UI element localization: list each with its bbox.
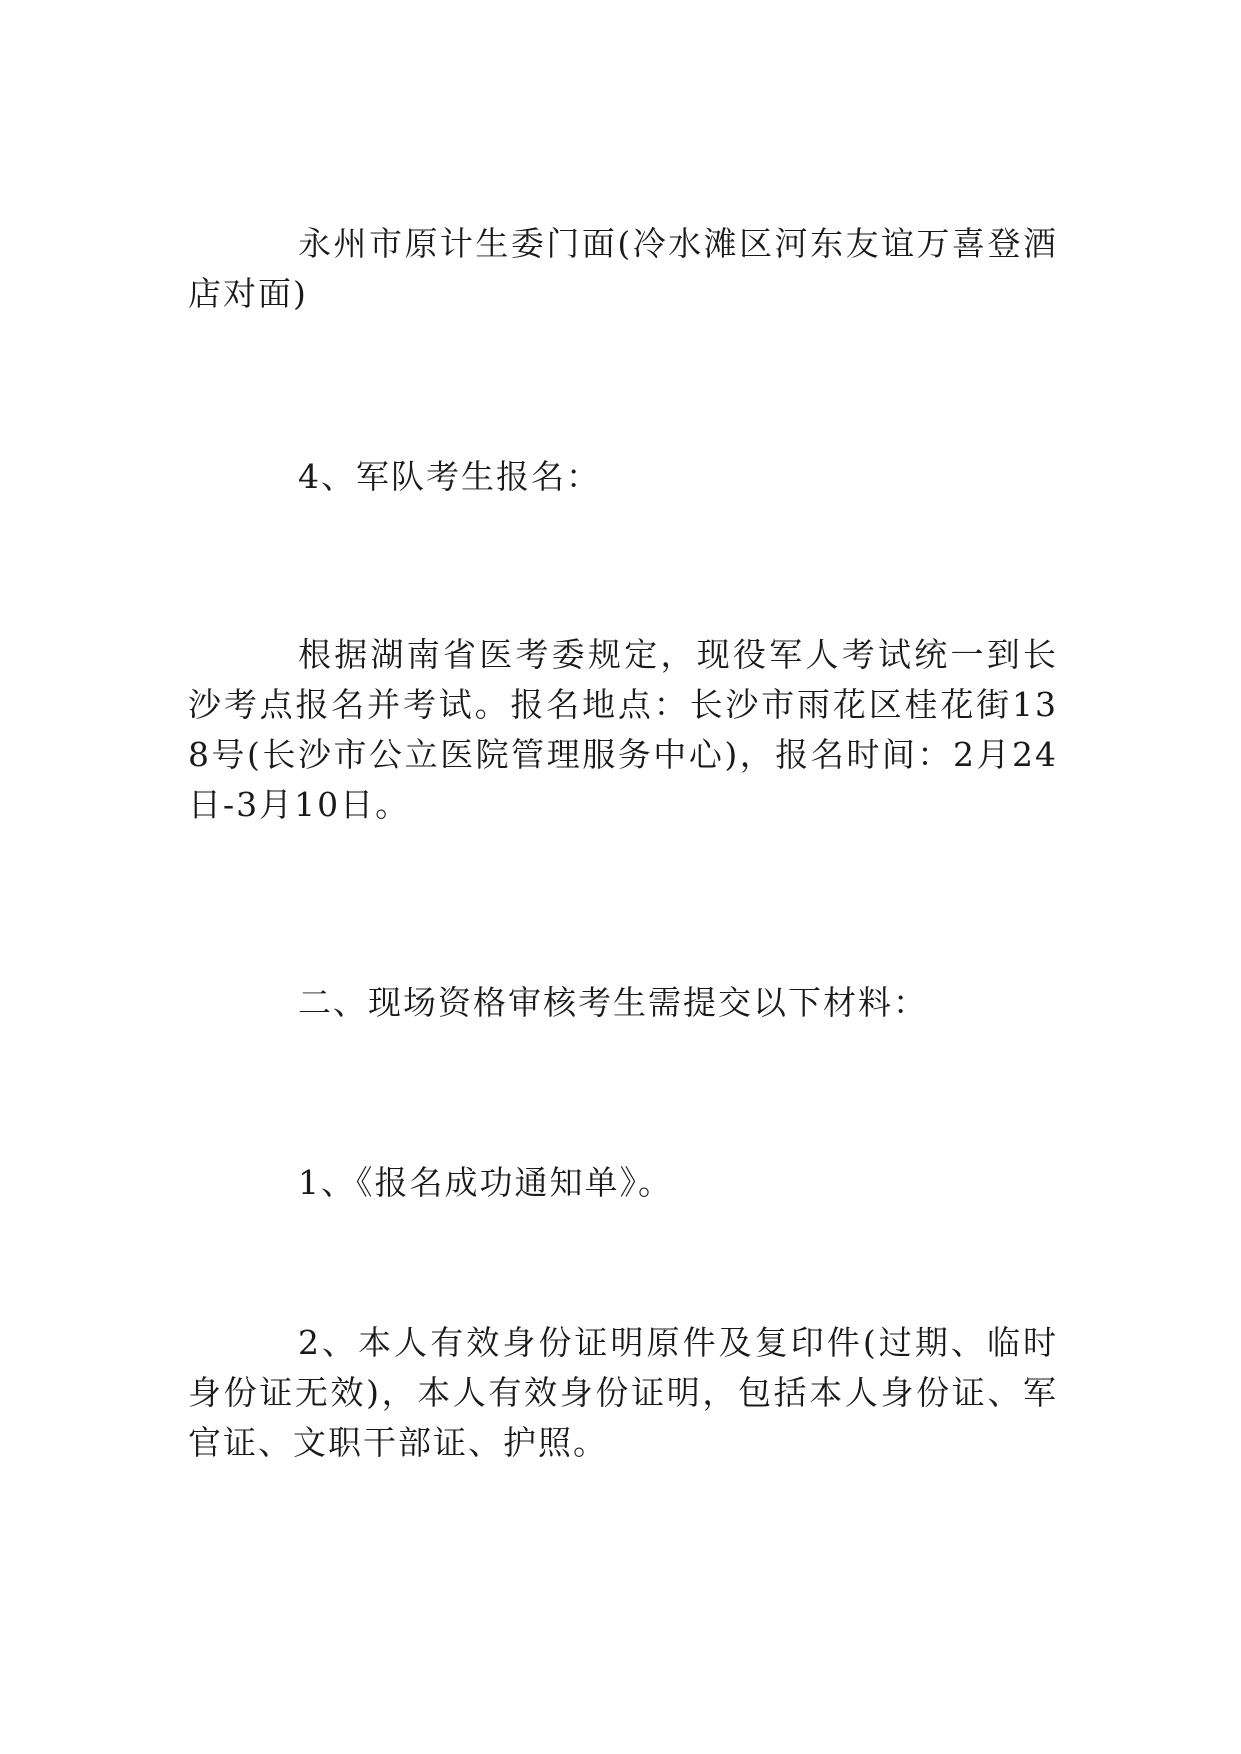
paragraph-materials-heading: 二、现场资格审核考生需提交以下材料： [298, 983, 928, 1022]
paragraph-military-registration-heading: 4、军队考生报名： [298, 457, 601, 496]
paragraph-military-registration-details: 根据湖南省医考委规定，现役军人考试统一到长沙考点报名并考试。报名地点：长沙市雨花区桂花街138号(长沙市公立医院管理服务中心)，报名时间：2月24日-3月10日。 [188, 635, 1058, 824]
paragraph-material-item-2: 2、本人有效身份证明原件及复印件(过期、临时身份证无效)，本人有效身份证明，包括本人身份证、军官证、文职干部证、护照。 [188, 1323, 1058, 1462]
paragraph-address: 永州市原计生委门面(冷水滩区河东友谊万喜登酒店对面) [188, 224, 1058, 313]
paragraph-material-item-1: 1、《报名成功通知单》。 [298, 1163, 673, 1202]
